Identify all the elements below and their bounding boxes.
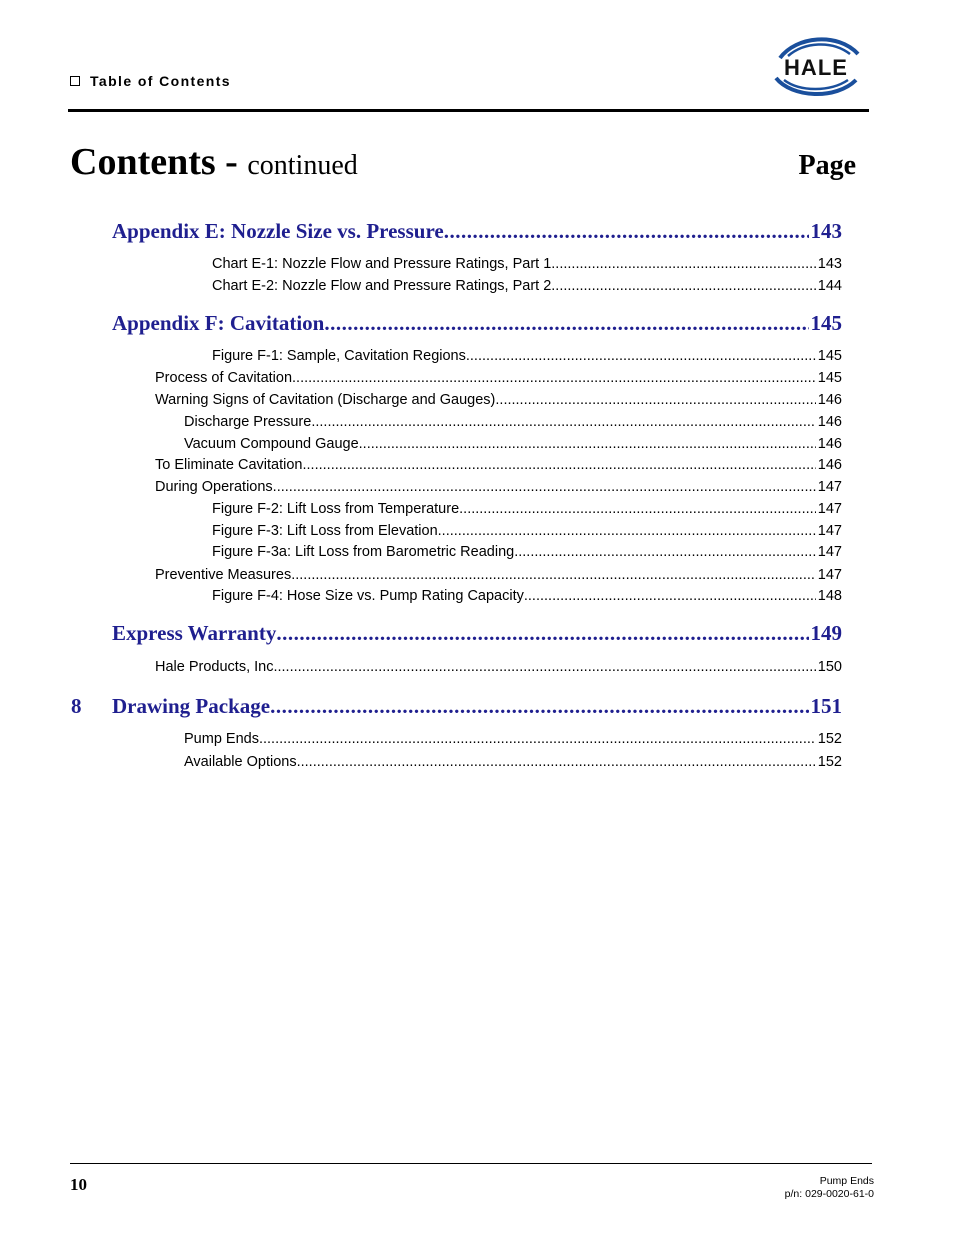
toc-entry-appendix-f[interactable]: Appendix F: Cavitation ..... 145	[112, 311, 842, 337]
page-title: Contents - continued	[70, 141, 358, 183]
toc-entry-express-warranty[interactable]: Express Warranty ..... 149	[112, 621, 842, 647]
chapter-number: 8	[71, 694, 82, 718]
logo-text: HALE	[784, 55, 848, 80]
toc-entry-figure-f3[interactable]: Figure F-3: Lift Loss from Elevation ..... 147	[212, 523, 842, 542]
page-column-heading: Page	[798, 150, 856, 181]
toc-entry-figure-f4[interactable]: Figure F-4: Hose Size vs. Pump Rating Capacity ..... 148	[212, 588, 842, 607]
footer-page-number: 10	[70, 1175, 87, 1194]
section-label: Table of Contents	[70, 73, 231, 89]
toc-entry-chart-e1[interactable]: Chart E-1: Nozzle Flow and Pressure Ratings, Part 1 ..... 143	[212, 256, 842, 275]
footer-part-number: p/n: 029-0020-61-0	[784, 1188, 874, 1200]
footer-doc-info	[785, 1175, 874, 1201]
toc-entry-preventive-measures[interactable]: Preventive Measures ..... 147	[155, 567, 842, 586]
header-rule	[68, 109, 869, 112]
toc-entry-hale-products[interactable]: Hale Products, Inc. ..... 150	[155, 659, 842, 678]
toc-entry-pump-ends[interactable]: Pump Ends ..... 152	[184, 731, 842, 750]
toc-entry-during-operations[interactable]: During Operations ..... 147	[155, 479, 842, 498]
toc-entry-appendix-e[interactable]: Appendix E: Nozzle Size vs. Pressure ..... 143	[112, 219, 842, 245]
toc-entry-available-options[interactable]: Available Options ..... 152	[184, 754, 842, 773]
footer-rule	[70, 1163, 872, 1164]
toc-entry-drawing-package[interactable]: Drawing Package ..... 151	[112, 694, 842, 720]
toc-entry-warning-signs[interactable]: Warning Signs of Cavitation (Discharge and Gauges) ..... 146	[155, 392, 842, 411]
hale-logo	[766, 34, 866, 100]
footer-doc-name: Pump Ends	[819, 1175, 874, 1187]
toc-entry-process-of-cavitation[interactable]: Process of Cavitation ..... 145	[155, 370, 842, 389]
toc-entry-figure-f1[interactable]: Figure F-1: Sample, Cavitation Regions ..... 145	[212, 348, 842, 367]
toc-entry-discharge-pressure[interactable]: Discharge Pressure ..... 146	[184, 414, 842, 433]
toc-entry-figure-f2[interactable]: Figure F-2: Lift Loss from Temperature ..... 147	[212, 501, 842, 520]
toc-entry-to-eliminate-cavitation[interactable]: To Eliminate Cavitation ..... 146	[155, 457, 842, 476]
checkbox-bullet-icon	[70, 76, 80, 86]
toc-entry-chart-e2[interactable]: Chart E-2: Nozzle Flow and Pressure Ratings, Part 2 ..... 144	[212, 278, 842, 297]
toc-entry-vacuum-compound-gauge[interactable]: Vacuum Compound Gauge ..... 146	[184, 436, 842, 455]
toc-entry-figure-f3a[interactable]: Figure F-3a: Lift Loss from Barometric Reading ..... 147	[212, 544, 842, 563]
